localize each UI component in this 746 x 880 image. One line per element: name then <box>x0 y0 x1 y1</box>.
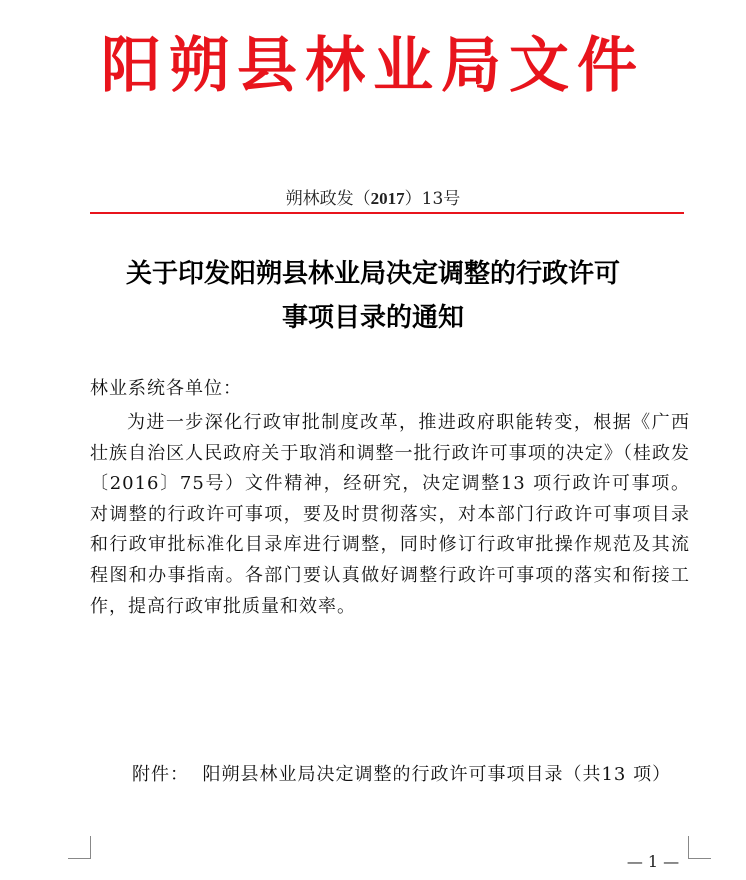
document-number-suffix: ）13号 <box>404 189 461 209</box>
red-divider <box>90 212 684 214</box>
attachment-label: 附件： <box>132 764 189 785</box>
document-number <box>0 188 746 210</box>
salutation: 林业系统各单位： <box>90 378 242 399</box>
document-year: 2017 <box>370 189 405 208</box>
notice-title-line-1: 关于印发阳朔县林业局决定调整的行政许可 <box>125 259 620 289</box>
notice-title-line-2: 事项目录的通知 <box>281 303 464 333</box>
attachment-text: 阳朔县林业局决定调整的行政许可事项目录（共13 项） <box>202 764 672 785</box>
page-number: — 1 — <box>626 852 680 871</box>
attachment-line <box>132 760 692 791</box>
body-paragraph: 为进一步深化行政审批制度改革，推进政府职能转变，根据《广西壮族自治区人民政府关于取消和调整一批行政许可事项的决定》（桂政发〔2016〕75号）文件精神，经研究，决定调整13 项行政许可事项。对调整的行政许可事项，要及时贯彻落实，对本部门行政许可事项目录和行政审批标准化目录库进行调整，同时修订行政审批操作规范及其流程图和办事指南。各部门要认真做好调整行政许可事项的落实和衔接工作，提高行政审批质量和效率。 <box>90 412 690 617</box>
document-number-prefix: 朔林政发（ <box>285 189 371 209</box>
document-header-title: 阳朔县林业局文件 <box>101 31 645 101</box>
notice-title <box>0 252 746 340</box>
margin-corner-mark-left <box>68 836 91 859</box>
